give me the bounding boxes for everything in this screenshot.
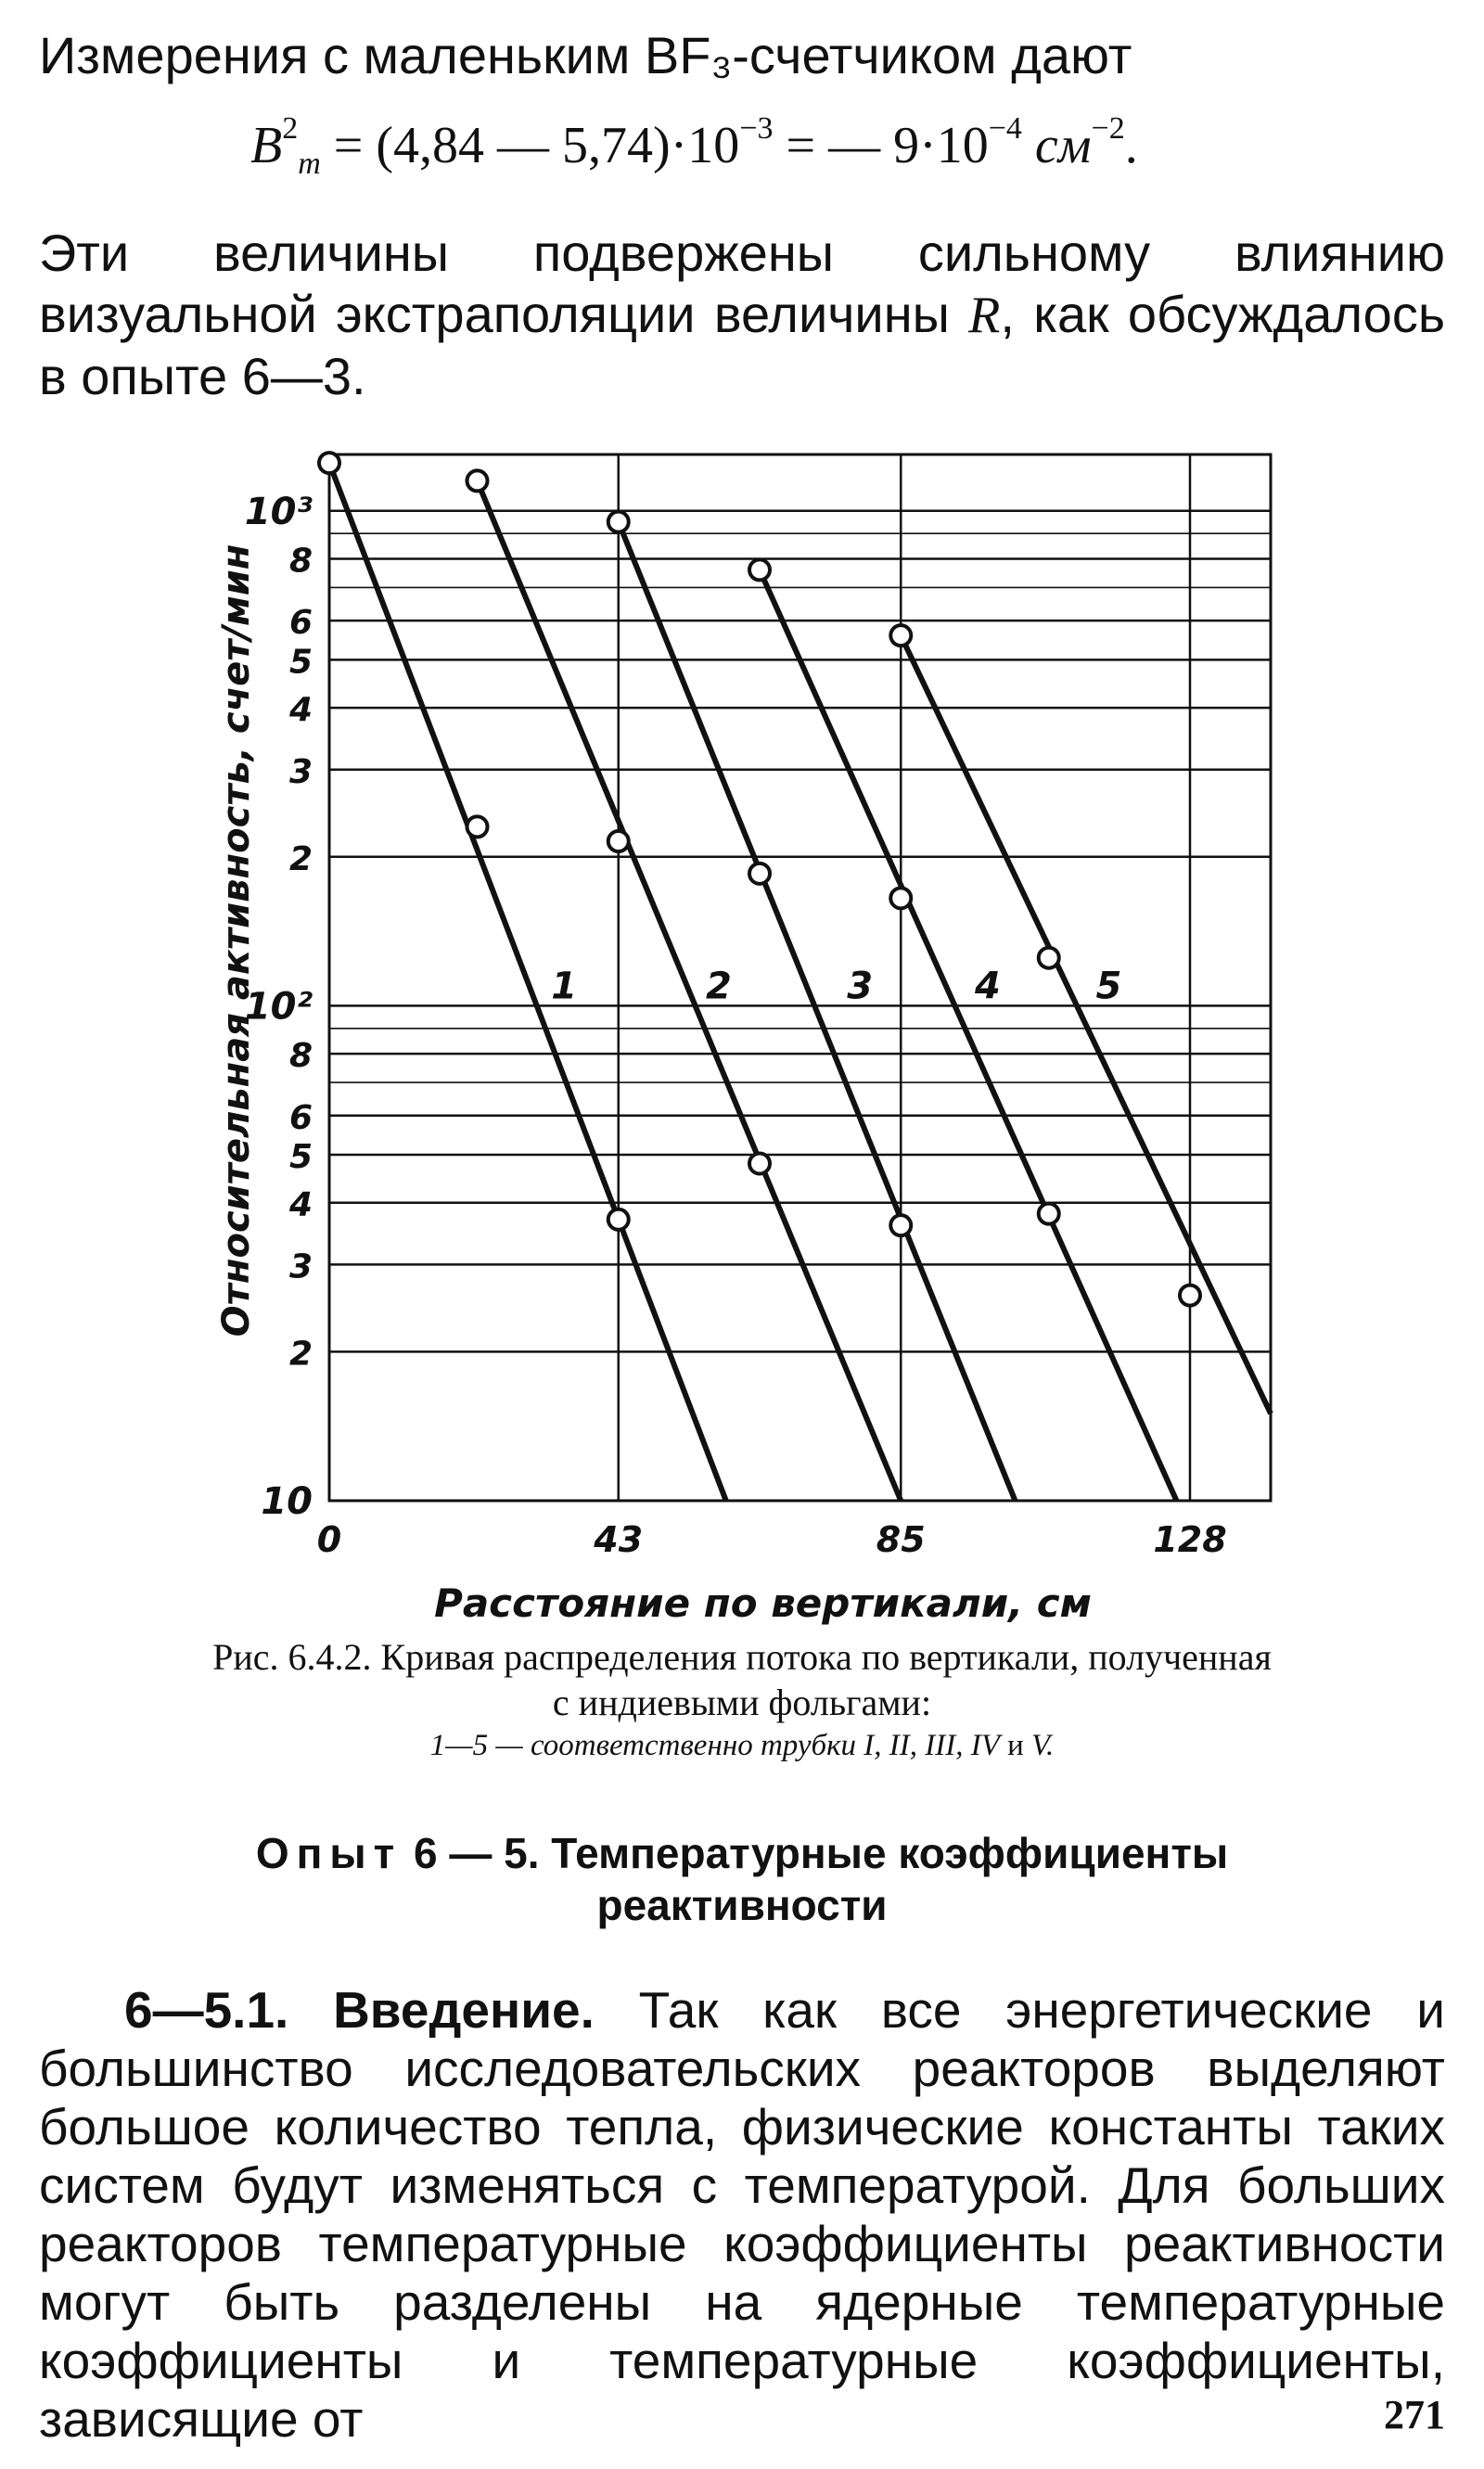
data-point-1 [467,816,488,837]
data-point-3 [608,512,629,532]
para2-text: Так как все энергетические и большинство исследовательских реакторов выделяют большое количество тепла, физические константы таких систем будут изменяться с температурой. Для больших реакторов температурные коэффициенты реактивности могут быть разделены на ядерные температурные коэффициенты и температурные коэффициенты, зависящие от [39,1981,1445,2448]
caption-sub-and: и [1007,1729,1024,1762]
formula-tail: . [1124,117,1138,174]
figure-caption-legend [204,1727,1280,1764]
data-point-5 [1180,1286,1200,1306]
plot-frame [329,454,1271,1501]
y-tick-label: 10 [261,1480,313,1523]
x-axis-title: Расстояние по вертикали, см [434,1580,1092,1626]
para1-variable: R [968,287,1001,344]
data-point-2 [467,470,488,491]
x-tick-label: 85 [876,1519,926,1560]
data-point-3 [749,864,770,884]
data-point-4 [749,559,770,580]
chart-grid [329,454,1271,1501]
figure-caption: Рис. 6.4.2. Кривая распределения потока по вертикали, полученная с индиевыми фольгами: [212,1636,1272,1723]
y-tick-label: 5 [288,643,313,682]
y-tick-label: 3 [288,1247,313,1286]
section-heading [111,1827,1373,1931]
data-point-2 [749,1153,770,1173]
x-tick-label: 0 [316,1519,342,1560]
chart-series [319,453,1271,1501]
y-tick-label: 2 [288,1335,313,1374]
x-tick-label: 43 [594,1519,644,1560]
data-point-1 [608,1209,629,1230]
intro-line: Измерения с маленьким BF₃-счетчиком дают [39,26,1132,84]
paragraph-extrapolation [39,223,1445,407]
data-point-1 [319,453,339,473]
y-tick-label: 6 [288,604,313,643]
y-tick-label: 4 [288,1185,313,1224]
series-line-2 [478,480,902,1501]
series-line-1 [329,463,726,1501]
series-label-1: 1 [551,965,578,1008]
para1-before: Эти величины подвержены сильному влиянию визуальной экстраполяции величины [39,224,1445,343]
y-tick-label: 6 [288,1098,313,1137]
formula-middle: = — 9·10 [773,117,989,174]
y-tick-label: 4 [288,691,313,730]
y-tick-label: 10² [244,985,313,1029]
series-label-4: 4 [975,965,1001,1008]
data-point-4 [890,888,911,908]
chart-axes [329,454,1271,1501]
y-tick-label: 8 [288,542,313,581]
para2-lead: 6—5.1. Введение. [124,1981,595,2039]
para1-after: , как обсуждалось в опыте 6—3. [39,285,1445,405]
data-point-2 [608,831,629,851]
caption-sub-last: V. [1031,1729,1055,1762]
series-label-5: 5 [1095,965,1122,1008]
series-line-4 [760,569,1177,1501]
x-tick-label: 128 [1153,1519,1227,1560]
caption-sub-plain: 1—5 — соответственно трубки [429,1729,857,1762]
y-tick-label: 8 [288,1037,313,1076]
y-tick-label: 2 [288,839,313,878]
formula-unit: см [1021,117,1092,174]
y-tick-label: 5 [288,1138,313,1177]
formula-sub: m [298,147,321,181]
flux-distribution-chart [0,427,1484,1632]
formula-symbol: B [250,117,283,174]
data-point-5 [1039,948,1059,968]
y-tick-label: 10³ [244,490,313,533]
paragraph-introduction [39,1981,1445,2449]
y-axis-title: Относительная активность, счет/мин [215,544,258,1337]
page-number: 271 [1384,2392,1445,2437]
buckling-formula [250,111,1138,181]
caption-sub-list: I, II, III, IV [864,1729,1000,1762]
data-point-5 [890,625,911,646]
series-label-2: 2 [706,965,732,1008]
y-tick-label: 3 [288,752,313,791]
data-point-3 [890,1215,911,1235]
formula-exp2: −4 [988,111,1022,146]
formula-exp3: −2 [1091,111,1125,146]
heading-title: 6 — 5. Температурные коэффициенты реактивности [414,1829,1229,1929]
formula-exp1: −3 [739,111,774,146]
series-label-3: 3 [847,965,874,1008]
formula-body: = (4,84 — 5,74)·10 [320,117,740,174]
heading-prefix: Опыт [255,1829,403,1877]
data-point-4 [1039,1204,1059,1224]
formula-sup: 2 [282,111,299,146]
